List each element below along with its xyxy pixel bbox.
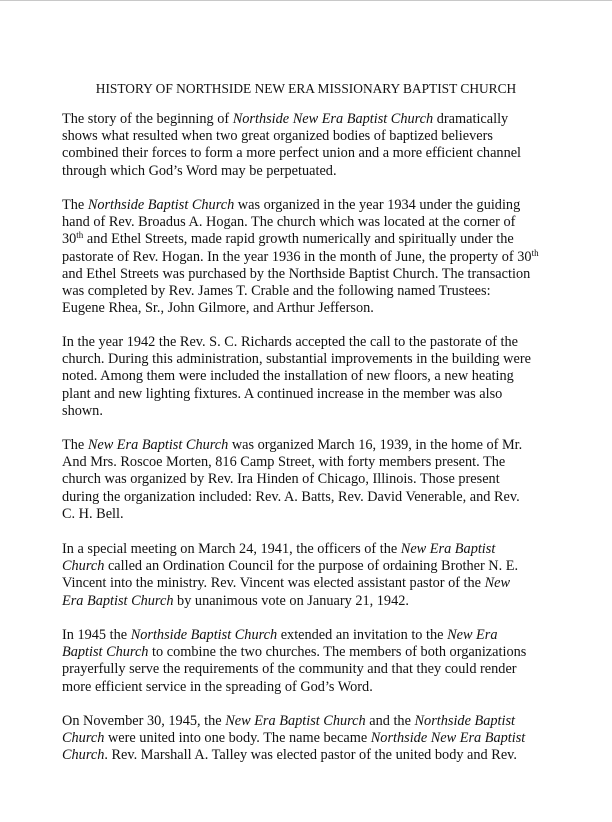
italic-text: New Era xyxy=(447,627,498,643)
text-line xyxy=(62,197,562,214)
text-line xyxy=(62,249,562,266)
text-run: and Ethel Streets, made rapid growth numerically and spiritually under the xyxy=(83,231,514,248)
italic-text: Northside Baptist Church xyxy=(87,197,235,213)
italic-text: Era Baptist Church xyxy=(62,592,174,609)
italic-text: Northside Baptist Church xyxy=(130,627,278,643)
text-run: pastorate of Rev. Hogan. In the year 1936 in the month of June, the property of 30 xyxy=(62,248,532,265)
text-run: was organized in the year 1934 under the guiding xyxy=(234,197,521,213)
text-line xyxy=(62,558,562,575)
italic-text: Northside Baptist xyxy=(414,713,515,729)
text-line xyxy=(62,283,562,300)
text-run: and the xyxy=(365,713,415,729)
italic-text: Baptist Church xyxy=(62,644,149,661)
text-run: 30 xyxy=(62,231,77,248)
text-run: during the organization included: Rev. A. Batts, Rev. David Venerable, and Rev. xyxy=(62,488,520,505)
text-line xyxy=(62,454,562,471)
text-run: C. H. Bell. xyxy=(62,505,124,522)
italic-text: Church xyxy=(62,747,105,764)
text-run: And Mrs. Roscoe Morten, 816 Camp Street, with forty members present. The xyxy=(62,454,506,471)
text-run: called an Ordination Council for the purpose of ordaining Brother N. E. xyxy=(104,558,519,575)
paragraph xyxy=(62,713,562,765)
text-run: . Rev. Marshall A. Talley was elected pastor of the united body and Rev. xyxy=(104,747,517,764)
paragraph xyxy=(62,541,562,610)
text-run: In the year 1942 the Rev. S. C. Richards accepted the call to the pastorate of the xyxy=(62,334,519,350)
paragraph xyxy=(62,334,562,420)
italic-text: Church xyxy=(62,730,105,747)
text-line xyxy=(62,437,562,454)
text-run: to combine the two churches. The members of both organizations xyxy=(148,644,527,661)
italic-text: New Era Baptist xyxy=(400,541,496,557)
text-run: was organized March 16, 1939, in the home of Mr. xyxy=(228,437,523,453)
text-run: hand of Rev. Broadus A. Hogan. The church which was located at the corner of xyxy=(62,214,516,231)
text-run: shows what resulted when two great organized bodies of baptized believers xyxy=(62,128,493,145)
text-line xyxy=(62,506,562,523)
italic-text: New Era Baptist Church xyxy=(87,437,229,453)
text-line xyxy=(62,541,562,558)
italic-text: Church xyxy=(62,558,105,575)
text-run: and Ethel Streets was purchased by the Northside Baptist Church. The transaction xyxy=(62,265,531,282)
text-line xyxy=(62,368,562,385)
text-run: On November 30, 1945, the xyxy=(62,713,226,729)
text-line xyxy=(62,128,562,145)
text-line xyxy=(62,266,562,283)
paragraph xyxy=(62,437,562,523)
paragraph xyxy=(62,627,562,696)
text-line xyxy=(62,593,562,610)
text-line xyxy=(62,747,562,764)
paragraph xyxy=(62,197,562,317)
text-run: church. During this administration, substantial improvements in the building were xyxy=(62,351,531,368)
paragraph xyxy=(62,111,562,180)
text-line xyxy=(62,489,562,506)
text-run: Eugene Rhea, Sr., John Gilmore, and Arthur Jefferson. xyxy=(62,300,374,317)
text-run: by unanimous vote on January 21, 1942. xyxy=(173,592,409,609)
text-line xyxy=(62,471,562,488)
document-title: HISTORY OF NORTHSIDE NEW ERA MISSIONARY BAPTIST CHURCH xyxy=(95,81,517,96)
text-line xyxy=(62,575,562,592)
text-line xyxy=(62,214,562,231)
text-line xyxy=(62,386,562,403)
text-line xyxy=(62,644,562,661)
text-run: extended an invitation to the xyxy=(277,627,448,643)
text-run: church was organized by Rev. Ira Hinden of Chicago, Illinois. Those present xyxy=(62,471,500,488)
text-run: The story of the beginning of xyxy=(62,111,233,127)
text-run: plant and new lighting fixtures. A continued increase in the member was also xyxy=(62,385,503,402)
text-run: The xyxy=(62,437,88,453)
text-line xyxy=(62,231,562,248)
text-line xyxy=(62,730,562,747)
text-run: shown. xyxy=(62,402,103,419)
text-line xyxy=(62,163,562,180)
text-run: was completed by Rev. James T. Crable and the following named Trustees: xyxy=(62,283,491,300)
text-run: dramatically xyxy=(433,111,509,127)
text-run: combined their forces to form a more perfect union and a more efficient channel xyxy=(62,145,522,162)
text-run: noted. Among them were included the installation of new floors, a new heating xyxy=(62,368,514,385)
text-run: In 1945 the xyxy=(62,627,131,643)
text-run: were united into one body. The name became xyxy=(104,730,371,747)
text-line xyxy=(62,679,562,696)
text-run: prayerfully serve the requirements of the community and that they could render xyxy=(62,661,517,678)
superscript-text: th xyxy=(76,230,84,241)
text-line xyxy=(62,627,562,644)
text-line xyxy=(62,351,562,368)
text-line xyxy=(62,145,562,162)
text-run: The xyxy=(62,197,88,213)
italic-text: Northside New Era Baptist xyxy=(370,730,526,747)
text-line xyxy=(62,661,562,678)
text-run: In a special meeting on March 24, 1941, the officers of the xyxy=(62,541,401,557)
text-line xyxy=(62,403,562,420)
text-line xyxy=(62,111,562,128)
text-line xyxy=(62,713,562,730)
text-run: Vincent into the ministry. Rev. Vincent was elected assistant pastor of the xyxy=(62,575,485,592)
text-run: through which God’s Word may be perpetuated. xyxy=(62,162,337,179)
italic-text: Northside New Era Baptist Church xyxy=(232,111,434,127)
superscript-text: th xyxy=(531,247,539,258)
text-line xyxy=(62,300,562,317)
italic-text: New xyxy=(484,575,511,592)
text-run: more efficient service in the spreading of God’s Word. xyxy=(62,678,373,695)
italic-text: New Era Baptist Church xyxy=(225,713,366,729)
text-line xyxy=(62,334,562,351)
